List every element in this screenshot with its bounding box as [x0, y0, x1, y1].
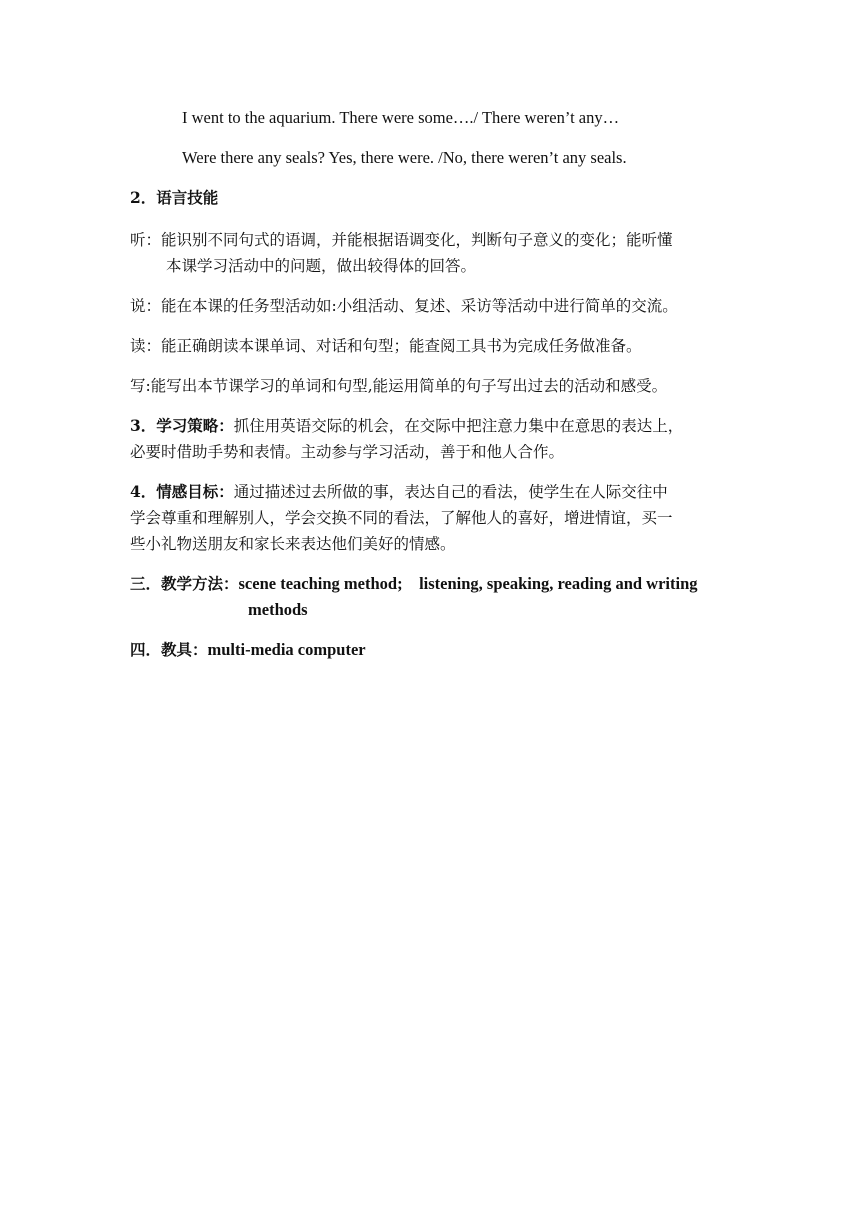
teaching-aids-line [130, 640, 366, 660]
teaching-methods-heading: 三．教学方法： [130, 574, 239, 593]
teaching-aids-heading: 四．教具： [130, 640, 208, 659]
example-sentence-1: I went to the aquarium. There were some…./ There weren’t any… [182, 108, 620, 127]
teaching-methods-line-2: methods [248, 600, 308, 619]
learning-strategy-text-1: 抓住用英语交际的机会，在交际中把注意力集中在意思的表达上， [233, 417, 684, 435]
learning-strategy-line-1 [130, 416, 683, 436]
teaching-methods-line-1 [130, 574, 698, 594]
example-sentence-2: Were there any seals? Yes, there were. /No, there weren’t any seals. [182, 148, 627, 167]
emotional-goals-line-3: 些小礼物送朋友和家长来表达他们美好的情感。 [130, 535, 456, 553]
emotional-goals-line-1 [130, 482, 668, 502]
emotional-goals-line-2: 学会尊重和理解别人，学会交换不同的看法，了解他人的喜好，增进情谊，买一 [130, 509, 673, 527]
speaking-line: 说：能在本课的任务型活动如:小组活动、复述、采访等活动中进行简单的交流。 [130, 297, 678, 315]
reading-line: 读：能正确朗读本课单词、对话和句型；能查阅工具书为完成任务做准备。 [130, 337, 642, 355]
listening-line-2: 本课学习活动中的问题，做出较得体的回答。 [166, 257, 477, 275]
language-skills-heading: 2．语言技能 [130, 188, 219, 207]
emotional-goals-text-1: 通过描述过去所做的事，表达自己的看法，使学生在人际交往中 [233, 483, 668, 501]
listening-line-1: 听：能识别不同句式的语调，并能根据语调变化，判断句子意义的变化；能听懂 [130, 231, 673, 249]
writing-line: 写:能写出本节课学习的单词和句型,能运用简单的句子写出过去的活动和感受。 [130, 377, 668, 395]
learning-strategy-line-2: 必要时借助手势和表情。主动参与学习活动，善于和他人合作。 [130, 443, 565, 461]
emotional-goals-heading: 4．情感目标： [130, 482, 234, 501]
teaching-methods-text-1: scene teaching method; listening, speaking, reading and writing [238, 574, 698, 593]
learning-strategy-heading: 3．学习策略： [130, 416, 234, 435]
teaching-aids-value: multi-media computer [207, 640, 366, 659]
